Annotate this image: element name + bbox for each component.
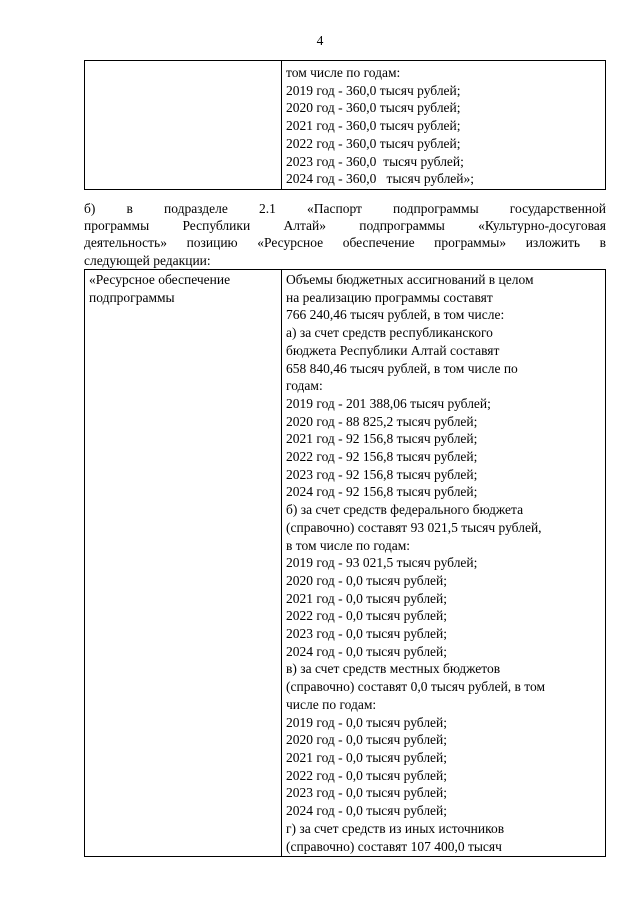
cell-line: 2023 год - 0,0 тысяч рублей; <box>286 626 448 642</box>
cell-line: годам: <box>286 378 323 394</box>
cell-line: 2023 год - 0,0 тысяч рублей; <box>286 785 448 801</box>
cell-line: числе по годам: <box>286 696 377 712</box>
cell-line: а) за счет средств республиканского <box>286 325 493 341</box>
cell-line: 2020 год - 0,0 тысяч рублей; <box>286 572 448 588</box>
cell-line: 2023 год - 360,0 тысяч рублей; <box>286 153 464 169</box>
cell-line: (справочно) составят 107 400,0 тысяч <box>286 838 502 854</box>
cell-line: в) за счет средств местных бюджетов <box>286 661 501 677</box>
cell-line: (справочно) составят 0,0 тысяч рублей, в том <box>286 679 546 695</box>
cell-line: 2022 год - 0,0 тысяч рублей; <box>286 608 448 624</box>
resource-label-cell <box>85 270 282 857</box>
cell-line: в том числе по годам: <box>286 537 411 553</box>
cell-line: 2022 год - 92 156,8 тысяч рублей; <box>286 449 478 465</box>
cell-line: «Ресурсное обеспечение <box>89 272 231 287</box>
resource-table-row <box>85 270 606 857</box>
cell-line: Объемы бюджетных ассигнований в целом <box>286 272 534 287</box>
cell-line: 2024 год - 360,0 тысяч рублей»; <box>286 171 475 187</box>
cell-line: 2019 год - 0,0 тысяч рублей; <box>286 714 448 730</box>
paragraph-line: б) в подразделе 2.1 «Паспорт подпрограммы государственной <box>84 201 606 216</box>
paragraph-line: следующей редакции: <box>84 252 211 268</box>
resource-table <box>84 269 606 857</box>
cell-line: 766 240,46 тысяч рублей, в том числе: <box>286 307 505 323</box>
cell-line: 2021 год - 0,0 тысяч рублей; <box>286 590 448 606</box>
cell-line: 2024 год - 92 156,8 тысяч рублей; <box>286 484 478 500</box>
cell-line: г) за счет средств из иных источников <box>286 820 505 836</box>
cell-line: том числе по годам: <box>286 65 401 80</box>
page-number: 4 <box>316 33 324 48</box>
cell-line: 2019 год - 360,0 тысяч рублей; <box>286 82 461 98</box>
cell-line: бюджета Республики Алтай составят <box>286 342 500 358</box>
amendment-paragraph <box>84 200 606 269</box>
cell-line: 2020 год - 88 825,2 тысяч рублей; <box>286 413 478 429</box>
cell-line: 2024 год - 0,0 тысяч рублей; <box>286 643 448 659</box>
top-table-row <box>85 61 606 190</box>
cell-line: 2020 год - 0,0 тысяч рублей; <box>286 732 448 748</box>
cell-line: на реализацию программы составят <box>286 289 493 305</box>
cell-line: подпрограммы <box>89 289 175 305</box>
cell-line: (справочно) составят 93 021,5 тысяч рублей, <box>286 519 542 535</box>
cell-line: 2019 год - 93 021,5 тысяч рублей; <box>286 555 478 571</box>
paragraph-line: программы Республики Алтай» подпрограммы «Культурно-досуговая <box>84 218 606 234</box>
cell-line: 2023 год - 92 156,8 тысяч рублей; <box>286 466 478 482</box>
cell-line: 2024 год - 0,0 тысяч рублей; <box>286 803 448 819</box>
cell-line: 2021 год - 360,0 тысяч рублей; <box>286 118 461 134</box>
top-table-right-cell <box>282 61 606 190</box>
top-table-left-cell <box>85 61 282 190</box>
paragraph-line: деятельность» позицию «Ресурсное обеспечение программы» изложить в <box>84 235 606 251</box>
cell-line: 2022 год - 0,0 тысяч рублей; <box>286 767 448 783</box>
resource-value-cell <box>282 270 606 857</box>
cell-line: 2019 год - 201 388,06 тысяч рублей; <box>286 395 491 411</box>
cell-line: 2022 год - 360,0 тысяч рублей; <box>286 135 461 151</box>
top-table <box>84 60 606 190</box>
cell-line: 2021 год - 0,0 тысяч рублей; <box>286 749 448 765</box>
cell-line: б) за счет средств федерального бюджета <box>286 502 524 518</box>
cell-line: 2020 год - 360,0 тысяч рублей; <box>286 100 461 116</box>
cell-line: 2021 год - 92 156,8 тысяч рублей; <box>286 431 478 447</box>
cell-line: 658 840,46 тысяч рублей, в том числе по <box>286 360 518 376</box>
